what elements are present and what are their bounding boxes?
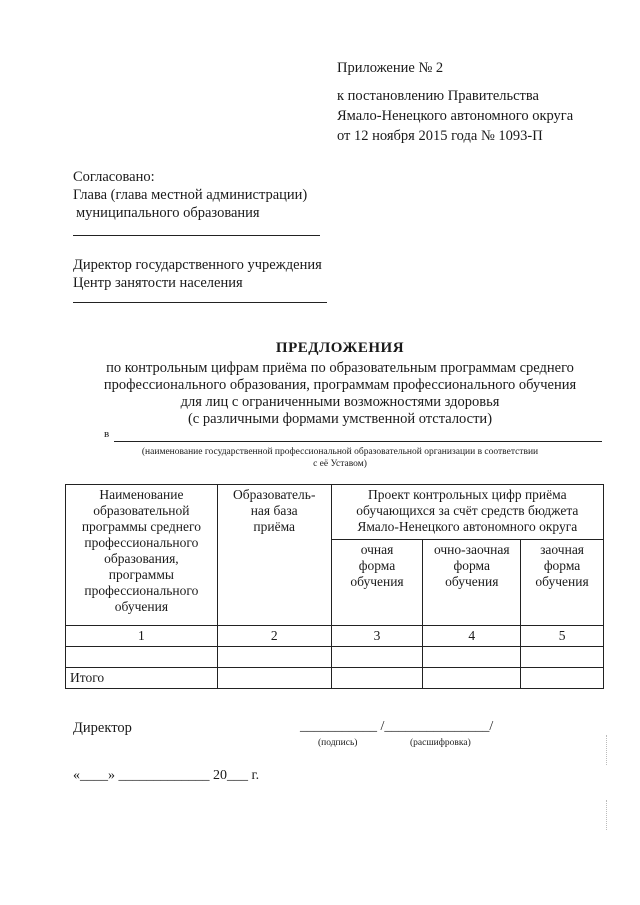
header-group: Проект контрольных цифр приёма обучающихся за счёт средств бюджета Ямало-Ненецкого автономного округа <box>331 485 603 540</box>
total-cell <box>423 668 521 689</box>
total-row <box>66 668 604 689</box>
empty-cell <box>423 647 521 668</box>
annex-header <box>337 58 573 146</box>
title-line-4: (с различными формами умственной отсталости) <box>187 411 493 427</box>
director-block-line-2: Центр занятости населения <box>73 275 243 291</box>
director-block-line-1: Директор государственного учреждения <box>73 257 322 273</box>
empty-cell <box>521 647 604 668</box>
empty-cell <box>66 647 218 668</box>
title-line-2: профессионального образования, программам профессионального обучения <box>103 377 577 393</box>
col-number-1: 1 <box>66 626 218 647</box>
footer-director-label: Директор <box>73 720 132 736</box>
director-signature-line <box>73 302 327 303</box>
org-name-line <box>114 441 602 442</box>
title-line-1: по контрольным цифрам приёма по образовательным программам среднего <box>106 360 574 376</box>
header-distance: заочная форма обучения <box>521 540 604 626</box>
agreed-block <box>73 168 307 222</box>
agreed-label: Согласовано: <box>73 169 155 185</box>
empty-cell <box>217 647 331 668</box>
proposals-table <box>65 484 604 689</box>
annex-line-1: к постановлению Правительства <box>337 88 539 104</box>
annex-line-3: от 12 ноября 2015 года № 1093-П <box>337 128 543 144</box>
annex-line-2: Ямало-Ненецкого автономного округа <box>337 108 574 124</box>
scan-mark <box>606 735 608 765</box>
date-field: «____» _____________ 20___ г. <box>73 768 260 783</box>
empty-cell <box>331 647 423 668</box>
signature-field: ___________ /_______________/ <box>300 719 494 734</box>
col-number-2: 2 <box>217 626 331 647</box>
decode-caption: (расшифровка) <box>410 738 471 748</box>
org-caption-line-2: с её Уставом) <box>313 459 367 469</box>
total-cell <box>331 668 423 689</box>
total-cell <box>521 668 604 689</box>
header-part-time: очно-заочная форма обучения <box>423 540 521 626</box>
header-row-1 <box>66 485 604 540</box>
numbers-row <box>66 626 604 647</box>
signature-caption: (подпись) <box>318 738 358 748</box>
agreed-head-line-1: Глава (глава местной администрации) <box>73 187 308 203</box>
header-full-time: очная форма обучения <box>331 540 423 626</box>
header-program: Наименование образовательной программы среднего профессионального образования, программы профессионального обучения <box>66 485 218 626</box>
col-number-4: 4 <box>423 626 521 647</box>
annex-number: Приложение № 2 <box>337 60 444 76</box>
org-caption <box>100 446 580 470</box>
org-caption-line-1: (наименование государственной профессиональной образовательной организации в соответствии <box>141 447 539 457</box>
header-base: Образователь- ная база приёма <box>217 485 331 626</box>
empty-row <box>66 647 604 668</box>
title-main: ПРЕДЛОЖЕНИЯ <box>275 340 405 356</box>
total-label: Итого <box>66 668 218 689</box>
col-number-3: 3 <box>331 626 423 647</box>
agreed-head-line-2: муниципального образования <box>76 205 260 221</box>
title-line-3: для лиц с ограниченными возможностями здоровья <box>180 394 500 410</box>
total-cell <box>217 668 331 689</box>
col-number-5: 5 <box>521 626 604 647</box>
head-signature-line <box>73 235 320 236</box>
org-prefix: в <box>104 428 110 440</box>
director-block <box>73 256 322 292</box>
scan-mark <box>606 800 608 830</box>
document-title <box>60 340 620 428</box>
